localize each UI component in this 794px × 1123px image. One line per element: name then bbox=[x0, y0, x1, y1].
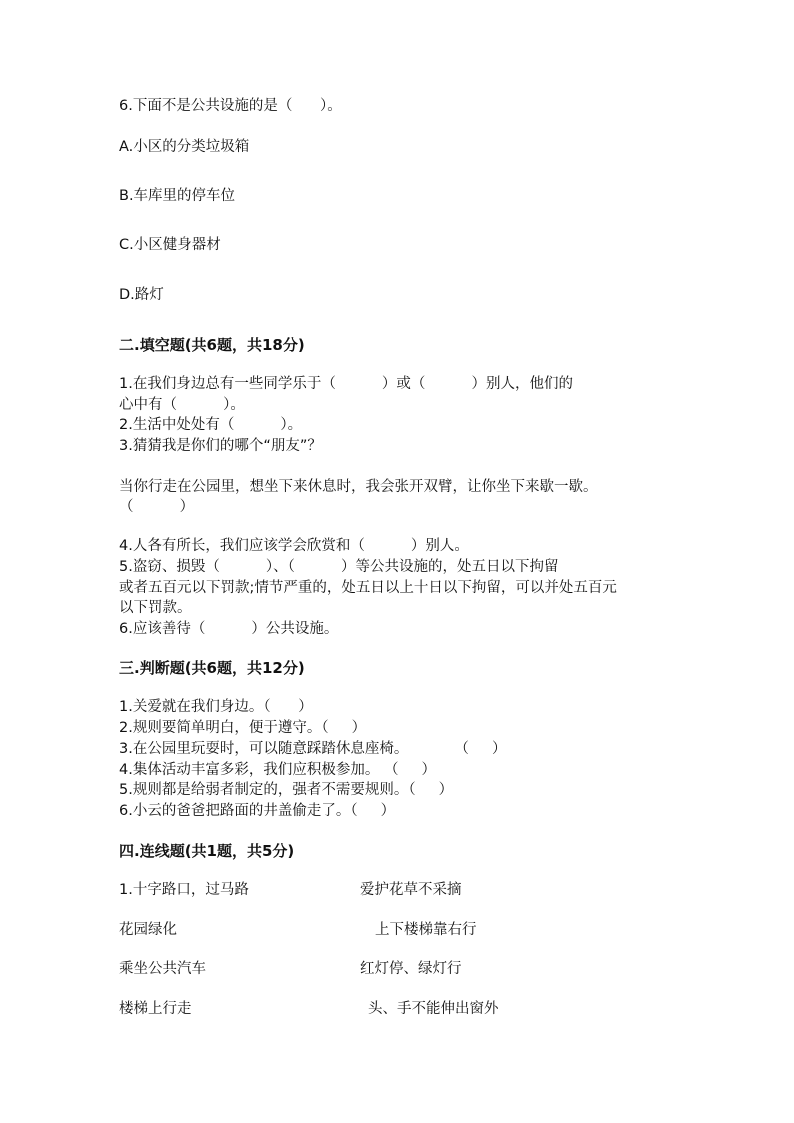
question-6-option-c: C.小区健身器材 bbox=[119, 237, 221, 253]
judge-item: 3.在公园里玩耍时，可以随意踩踏休息座椅。 （ ） bbox=[119, 741, 507, 757]
question-6-option-a: A.小区的分类垃圾箱 bbox=[119, 139, 250, 155]
fill-line: 以下罚款。 bbox=[119, 600, 192, 616]
question-6-option-d: D.路灯 bbox=[119, 287, 164, 303]
match-left-item: 1.十字路口，过马路 bbox=[119, 882, 249, 898]
judge-item: 1.关爱就在我们身边。（ ） bbox=[119, 699, 313, 715]
judge-item: 2.规则要简单明白，便于遵守。（ ） bbox=[119, 720, 367, 736]
question-6-stem: 6.下面不是公共设施的是（ ）。 bbox=[119, 98, 342, 114]
fill-line: 1.在我们身边总有一些同学乐于（ ）或（ ）别人，他们的 bbox=[119, 376, 574, 392]
match-left-item: 花园绿化 bbox=[119, 922, 177, 938]
question-6-option-b: B.车库里的停车位 bbox=[119, 188, 236, 204]
fill-line: 2.生活中处处有（ ）。 bbox=[119, 417, 303, 433]
fill-line: 心中有（ ）。 bbox=[119, 397, 245, 413]
match-left-item: 乘坐公共汽车 bbox=[119, 961, 206, 977]
fill-line: （ ） bbox=[119, 499, 195, 515]
fill-line: 5.盗窃、损毁（ ）、（ ）等公共设施的，处五日以下拘留 bbox=[119, 559, 559, 575]
judge-item: 4.集体活动丰富多彩，我们应积极参加。 （ ） bbox=[119, 762, 436, 778]
match-right-item: 上下楼梯靠右行 bbox=[375, 922, 477, 938]
fill-line: 6.应该善待（ ）公共设施。 bbox=[119, 621, 339, 637]
fill-line: 或者五百元以下罚款;情节严重的，处五日以上十日以下拘留，可以并处五百元 bbox=[119, 580, 617, 596]
fill-line: 3.猜猜我是你们的哪个“朋友”？ bbox=[119, 438, 322, 454]
match-right-item: 爱护花草不采摘 bbox=[360, 882, 462, 898]
match-right-item: 红灯停、绿灯行 bbox=[360, 961, 462, 977]
section-title: 二.填空题(共6题，共18分) bbox=[119, 336, 305, 354]
section-title: 三.判断题(共6题，共12分) bbox=[119, 659, 305, 677]
judge-item: 5.规则都是给弱者制定的，强者不需要规则。（ ） bbox=[119, 782, 454, 798]
match-right-item: 头、手不能伸出窗外 bbox=[368, 1001, 499, 1017]
judge-item: 6.小云的爸爸把路面的井盖偷走了。（ ） bbox=[119, 803, 396, 819]
fill-line: 当你行走在公园里，想坐下来休息时，我会张开双臂，让你坐下来歇一歇。 bbox=[119, 479, 598, 495]
fill-line: 4.人各有所长，我们应该学会欣赏和（ ）别人。 bbox=[119, 538, 469, 554]
match-left-item: 楼梯上行走 bbox=[119, 1001, 192, 1017]
section-title: 四.连线题(共1题，共5分) bbox=[119, 842, 295, 860]
